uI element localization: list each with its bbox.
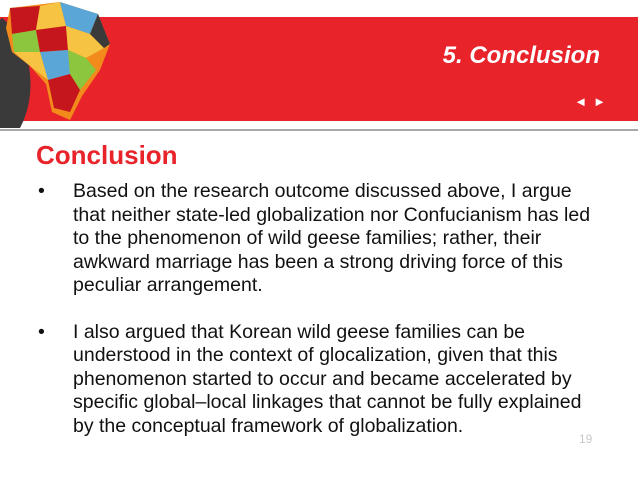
- bullet-marker: •: [38, 180, 45, 202]
- section-title: 5. Conclusion: [442, 42, 600, 69]
- page-number: 19: [579, 432, 593, 446]
- header-divider: [0, 129, 638, 131]
- bullet-item: [38, 321, 598, 439]
- africa-map-icon: [0, 0, 118, 128]
- slide-heading: Conclusion: [36, 140, 178, 170]
- bullet-marker: •: [38, 320, 45, 343]
- next-slide-icon[interactable]: ►: [593, 94, 606, 109]
- slide-nav: [574, 95, 606, 108]
- previous-slide-icon[interactable]: ◄: [574, 94, 588, 109]
- bullet-list: [38, 180, 598, 438]
- bullet-item: [38, 180, 598, 298]
- bullet-text: Based on the research outcome discussed above, I argue that neither state-led globalization nor Confucianism has led to the phenomenon of wild geese families; rather, their awkward marriage has been a strong driving force of this peculiar arrangement.: [73, 180, 591, 296]
- bullet-text: I also argued that Korean wild geese families can be understood in the context of glocalization, given that this phenomenon started to occur and became accelerated by specific global–local linkages that cannot be fully explained by the conceptual framework of globalization.: [73, 320, 582, 437]
